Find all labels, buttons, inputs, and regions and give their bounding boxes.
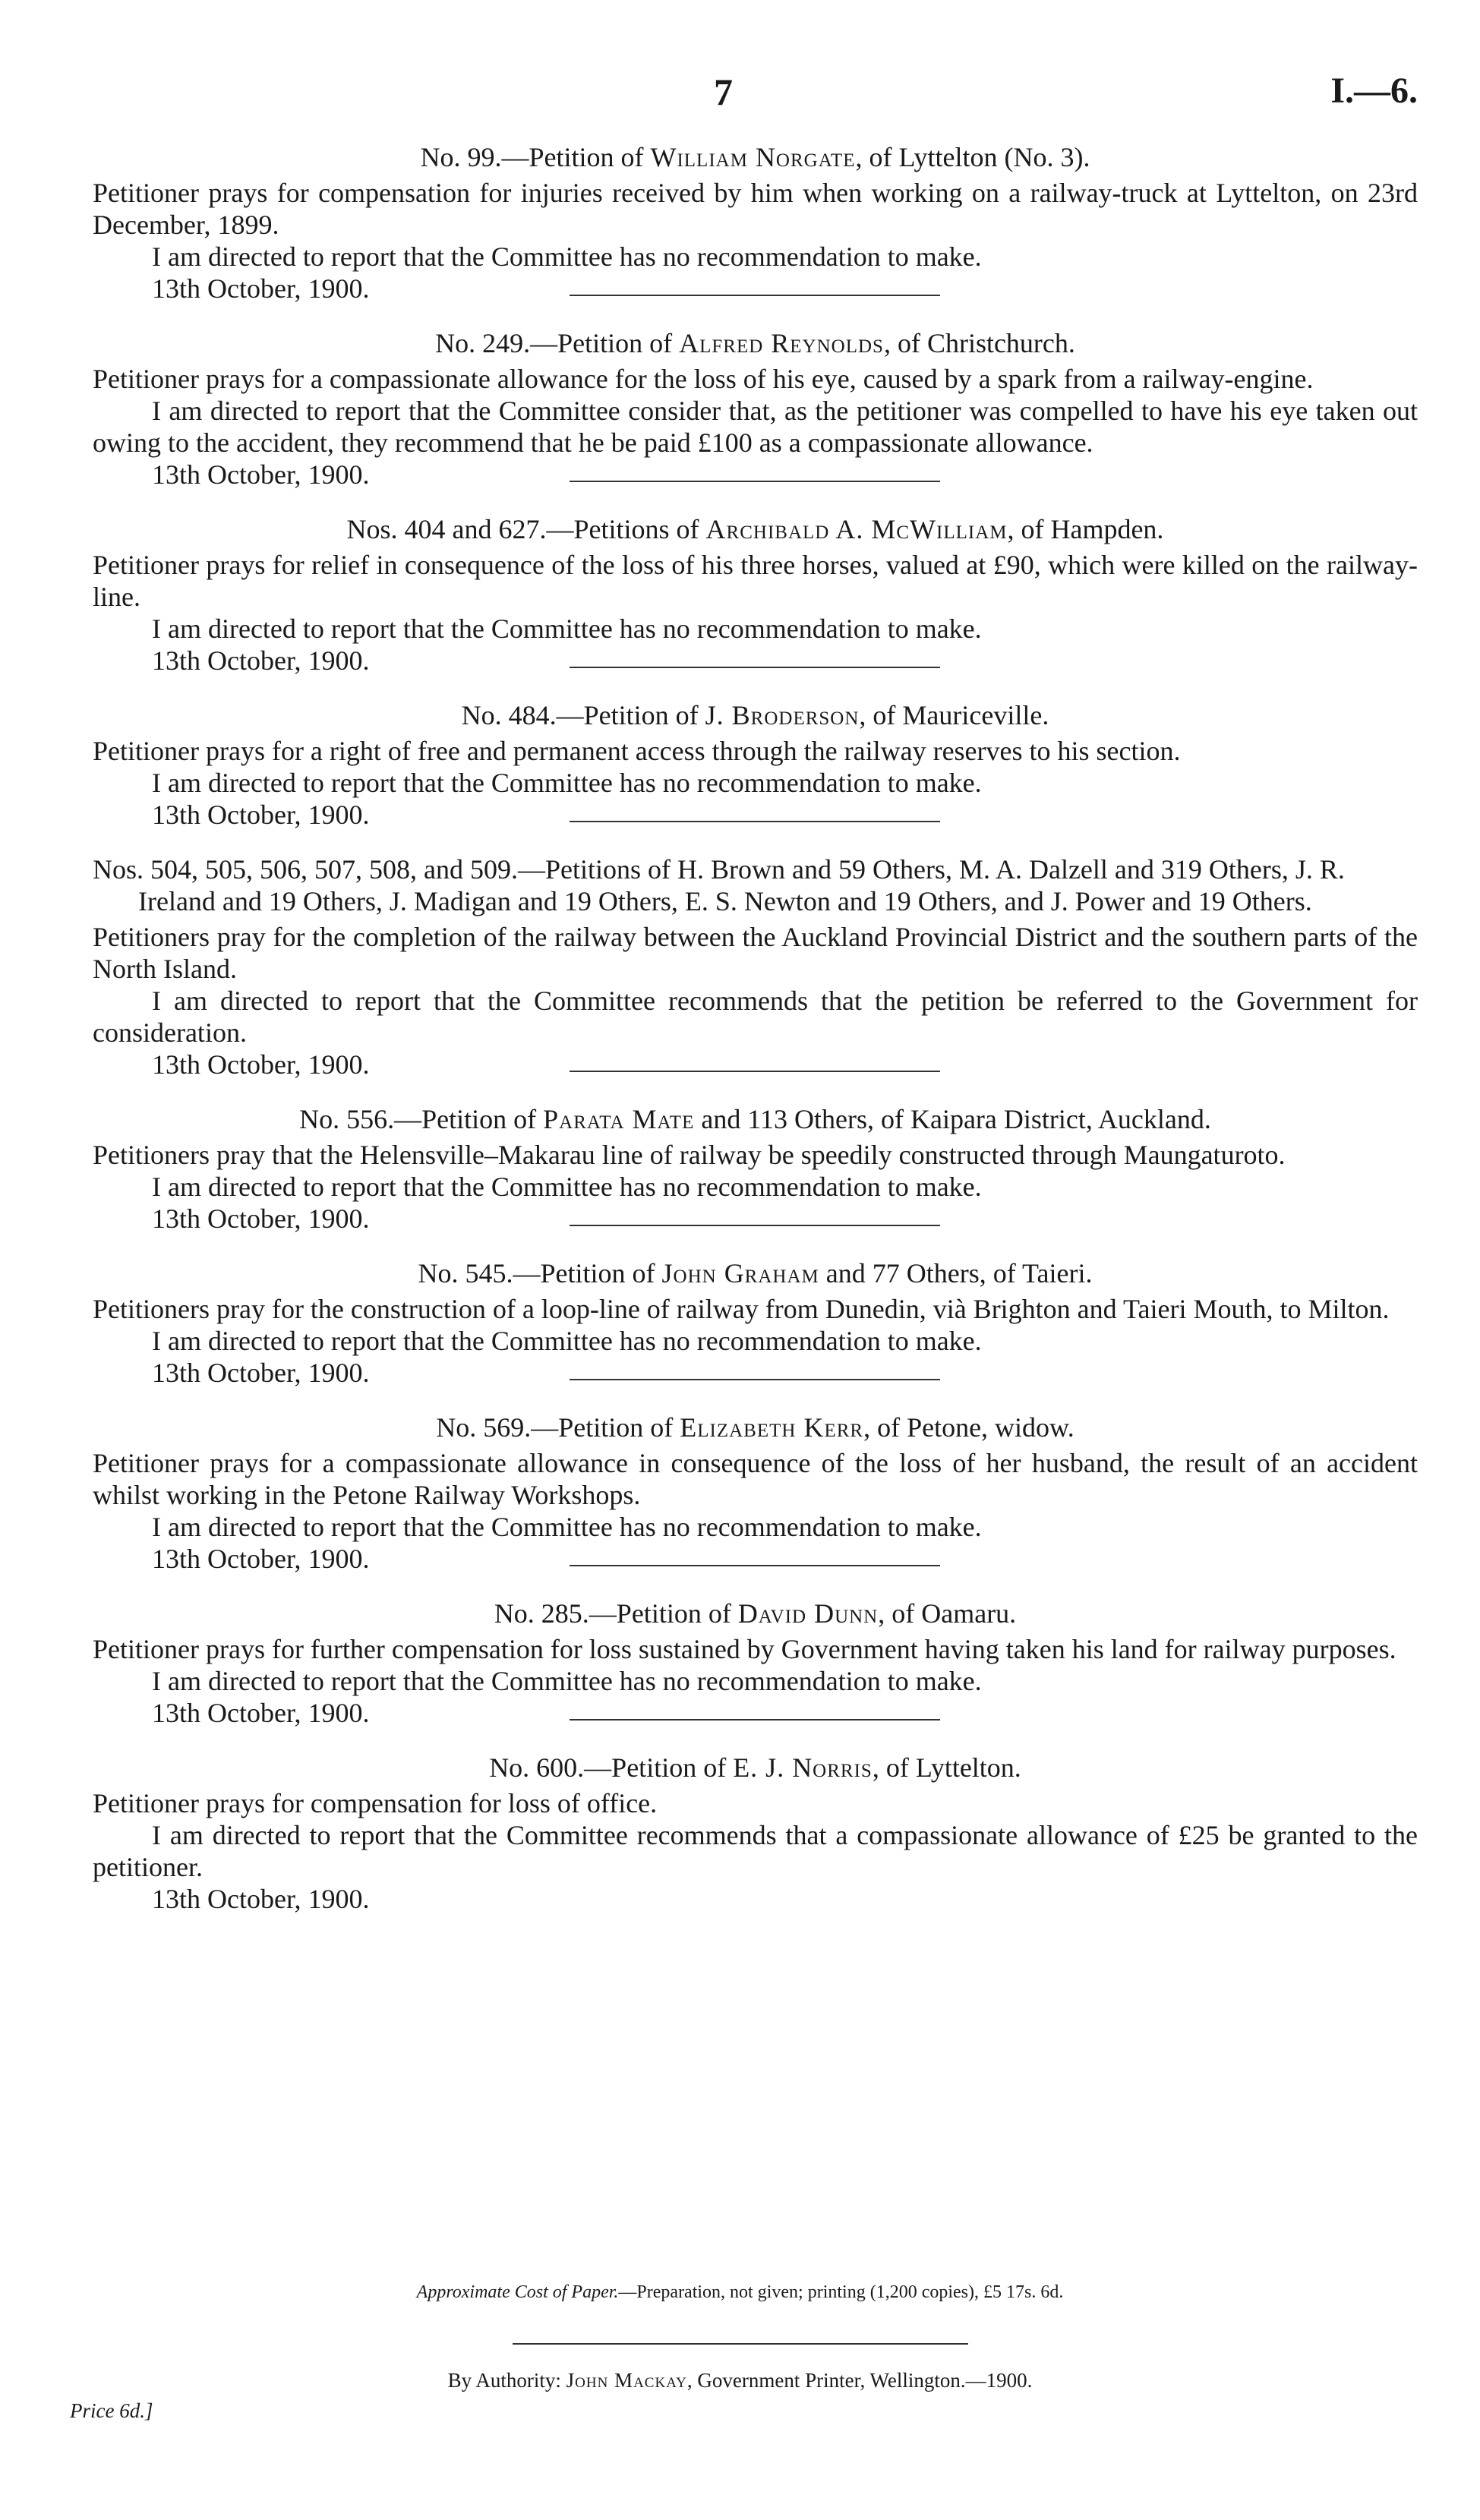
petition-prayer: Petitioners pray for the construction of a loop-line of railway from Dunedin, vià Brighton and Taieri Mouth, to Milton. <box>93 1294 1390 1324</box>
title-suffix: , of Lyttelton (No. 3). <box>855 142 1090 172</box>
title-prefix: No. 545.—Petition of <box>418 1258 662 1288</box>
petition-prayer: Petitioners pray that the Helensville–Makarau line of railway be speedily constructed through Maungaturoto. <box>93 1140 1286 1170</box>
petition-prayer: Petitioners pray for the completion of the railway between the Auckland Provincial District and the southern parts of the North Island. <box>93 922 1418 984</box>
petitioner-name: E. J. Norris <box>733 1752 873 1783</box>
committee-report: I am directed to report that the Committee has no recommendation to make. <box>152 1512 982 1542</box>
report-date-row <box>93 1357 1418 1389</box>
petition-title <box>93 1597 1418 1629</box>
petition-title <box>93 699 1418 731</box>
committee-report: I am directed to report that the Committee has no recommendation to make. <box>152 1326 982 1356</box>
report-date: 13th October, 1900. <box>152 1698 370 1728</box>
report-date-row <box>93 1049 1418 1080</box>
petition-prayer: Petitioner prays for further compensation for loss sustained by Government having taken his land for railway purposes. <box>93 1634 1396 1664</box>
committee-report: I am directed to report that the Committee consider that, as the petitioner was compelled to have his eye taken out owing to the accident, they recommend that he be paid £100 as a compassionate allowance. <box>93 396 1418 458</box>
report-date-row <box>93 1883 1418 1915</box>
report-date-row <box>93 1203 1418 1235</box>
petition-entry <box>93 699 1418 853</box>
petition-title <box>93 1752 1418 1784</box>
title-prefix: No. 600.—Petition of <box>489 1752 734 1783</box>
petitioner-name: J. Broderson <box>705 700 860 730</box>
petition-title <box>93 141 1418 173</box>
petition-title <box>93 513 1418 545</box>
committee-report: I am directed to report that the Committee recommends that the petition be referred to the Government for consideration. <box>93 986 1418 1048</box>
petition-entry <box>93 853 1418 1103</box>
report-date: 13th October, 1900. <box>152 1049 370 1080</box>
title-suffix: , of Oamaru. <box>878 1598 1017 1629</box>
title-prefix: No. 285.—Petition of <box>494 1598 738 1629</box>
title-prefix: Nos. 504, 505, 506, 507, 508, and 509.—Petitions of H. Brown and 59 Others, M. A. Dalzell and 319 Others, J. R. Ireland and 19 Others, J. Madigan and 19 Others, E. S. Newton and 19 Others, and J. Power and 19 Others. <box>93 854 1345 916</box>
title-suffix: , of Lyttelton. <box>872 1752 1021 1783</box>
entry-gap <box>93 304 1418 327</box>
cost-label: Approximate Cost of Paper. <box>416 2282 619 2302</box>
printer-name: John Mackay <box>566 2369 687 2392</box>
separator-rule <box>570 1719 940 1720</box>
title-prefix: No. 249.—Petition of <box>435 328 680 358</box>
separator-rule <box>570 821 940 822</box>
petition-prayer: Petitioner prays for a right of free and permanent access through the railway reserves to his section. <box>93 736 1181 766</box>
report-date: 13th October, 1900. <box>152 1544 370 1574</box>
page-header <box>0 70 1480 115</box>
report-date: 13th October, 1900. <box>152 1358 370 1388</box>
separator-rule <box>570 1565 940 1566</box>
title-suffix: , of Mauriceville. <box>859 700 1049 730</box>
committee-report: I am directed to report that the Committee has no recommendation to make. <box>152 768 982 798</box>
petitions-list <box>93 141 1418 1915</box>
committee-report: I am directed to report that the Committee recommends that a compassionate allowance of £25 be granted to the petitioner. <box>93 1820 1418 1882</box>
entry-gap <box>93 1729 1418 1752</box>
entry-gap <box>93 677 1418 699</box>
separator-rule <box>570 1225 940 1226</box>
petition-entry <box>93 1103 1418 1257</box>
separator-rule <box>570 295 940 296</box>
cost-text: —Preparation, not given; printing (1,200 copies), £5 17s. 6d. <box>618 2282 1064 2302</box>
report-date: 13th October, 1900. <box>152 273 370 304</box>
title-prefix: No. 99.—Petition of <box>420 142 651 172</box>
report-date: 13th October, 1900. <box>152 645 370 676</box>
title-prefix: No. 556.—Petition of <box>299 1104 544 1134</box>
petitioner-name: Alfred Reynolds <box>679 328 884 358</box>
entry-gap <box>93 490 1418 513</box>
report-date: 13th October, 1900. <box>152 1884 370 1914</box>
petition-entry <box>93 513 1418 699</box>
entry-gap <box>93 1575 1418 1597</box>
committee-report: I am directed to report that the Committee has no recommendation to make. <box>152 241 982 272</box>
cost-footnote <box>0 2282 1480 2303</box>
petitioner-name: Parata Mate <box>543 1104 695 1134</box>
petition-entry <box>93 1257 1418 1411</box>
report-date-row <box>93 799 1418 831</box>
separator-rule <box>570 1379 940 1380</box>
petitioner-name: David Dunn <box>737 1598 879 1629</box>
petition-prayer: Petitioner prays for compensation for loss of office. <box>93 1788 658 1818</box>
petition-title <box>93 853 1418 917</box>
report-date-row <box>93 645 1418 677</box>
entry-gap <box>93 831 1418 853</box>
petition-title <box>93 1257 1418 1289</box>
entry-gap <box>93 1080 1418 1103</box>
title-suffix: and 77 Others, of Taieri. <box>819 1258 1093 1288</box>
petition-prayer: Petitioner prays for relief in consequence of the loss of his three horses, valued at £90, which were killed on the railway-line. <box>93 550 1418 612</box>
entry-gap <box>93 1235 1418 1257</box>
petition-prayer: Petitioner prays for compensation for injuries received by him when working on a railway-truck at Lyttelton, on 23rd December, 1899. <box>93 178 1418 240</box>
petition-title <box>93 327 1418 359</box>
entry-gap <box>93 1389 1418 1411</box>
report-date: 13th October, 1900. <box>152 800 370 830</box>
petition-entry <box>93 327 1418 513</box>
committee-report: I am directed to report that the Committee has no recommendation to make. <box>152 613 982 644</box>
committee-report: I am directed to report that the Committee has no recommendation to make. <box>152 1172 982 1202</box>
petition-entry <box>93 1752 1418 1915</box>
report-date-row <box>93 1697 1418 1729</box>
title-suffix: , of Hampden. <box>1007 514 1164 544</box>
printer-authority <box>0 2369 1480 2392</box>
petitioner-name: John Graham <box>661 1258 819 1288</box>
page-number: 7 <box>714 71 733 113</box>
title-suffix: , of Christchurch. <box>883 328 1075 358</box>
title-suffix: , of Petone, widow. <box>863 1412 1074 1443</box>
report-date-row <box>93 1543 1418 1575</box>
authority-suffix: , Government Printer, Wellington.—1900. <box>686 2369 1033 2392</box>
petition-prayer: Petitioner prays for a compassionate allowance in consequence of the loss of her husband, the result of an accident whilst working in the Petone Railway Workshops. <box>93 1448 1418 1510</box>
separator-rule <box>570 481 940 482</box>
petition-title <box>93 1103 1418 1135</box>
petition-entry <box>93 1411 1418 1597</box>
authority-prefix: By Authority: <box>447 2369 566 2392</box>
title-suffix: and 113 Others, of Kaipara District, Auckland. <box>694 1104 1211 1134</box>
separator-rule <box>570 667 940 668</box>
committee-report: I am directed to report that the Committee has no recommendation to make. <box>152 1666 982 1696</box>
title-prefix: No. 484.—Petition of <box>461 700 705 730</box>
separator-rule <box>570 1071 940 1072</box>
petitioner-name: William Norgate <box>650 142 856 172</box>
petitioner-name: Elizabeth Kerr <box>680 1412 864 1443</box>
footer-rule <box>513 2343 968 2345</box>
title-prefix: No. 569.—Petition of <box>436 1412 680 1443</box>
report-date: 13th October, 1900. <box>152 1203 370 1234</box>
price-note: Price 6d.] <box>70 2399 153 2422</box>
petition-prayer: Petitioner prays for a compassionate allowance for the loss of his eye, caused by a spark from a railway-engine. <box>93 364 1314 394</box>
report-date-row <box>93 459 1418 490</box>
petition-entry <box>93 141 1418 327</box>
paper-code: I.—6. <box>1330 71 1418 111</box>
petitioner-name: Archibald A. McWilliam <box>705 514 1008 544</box>
title-prefix: Nos. 404 and 627.—Petitions of <box>346 514 706 544</box>
report-date: 13th October, 1900. <box>152 459 370 490</box>
petition-title <box>93 1411 1418 1443</box>
petition-entry <box>93 1597 1418 1752</box>
report-date-row <box>93 273 1418 304</box>
